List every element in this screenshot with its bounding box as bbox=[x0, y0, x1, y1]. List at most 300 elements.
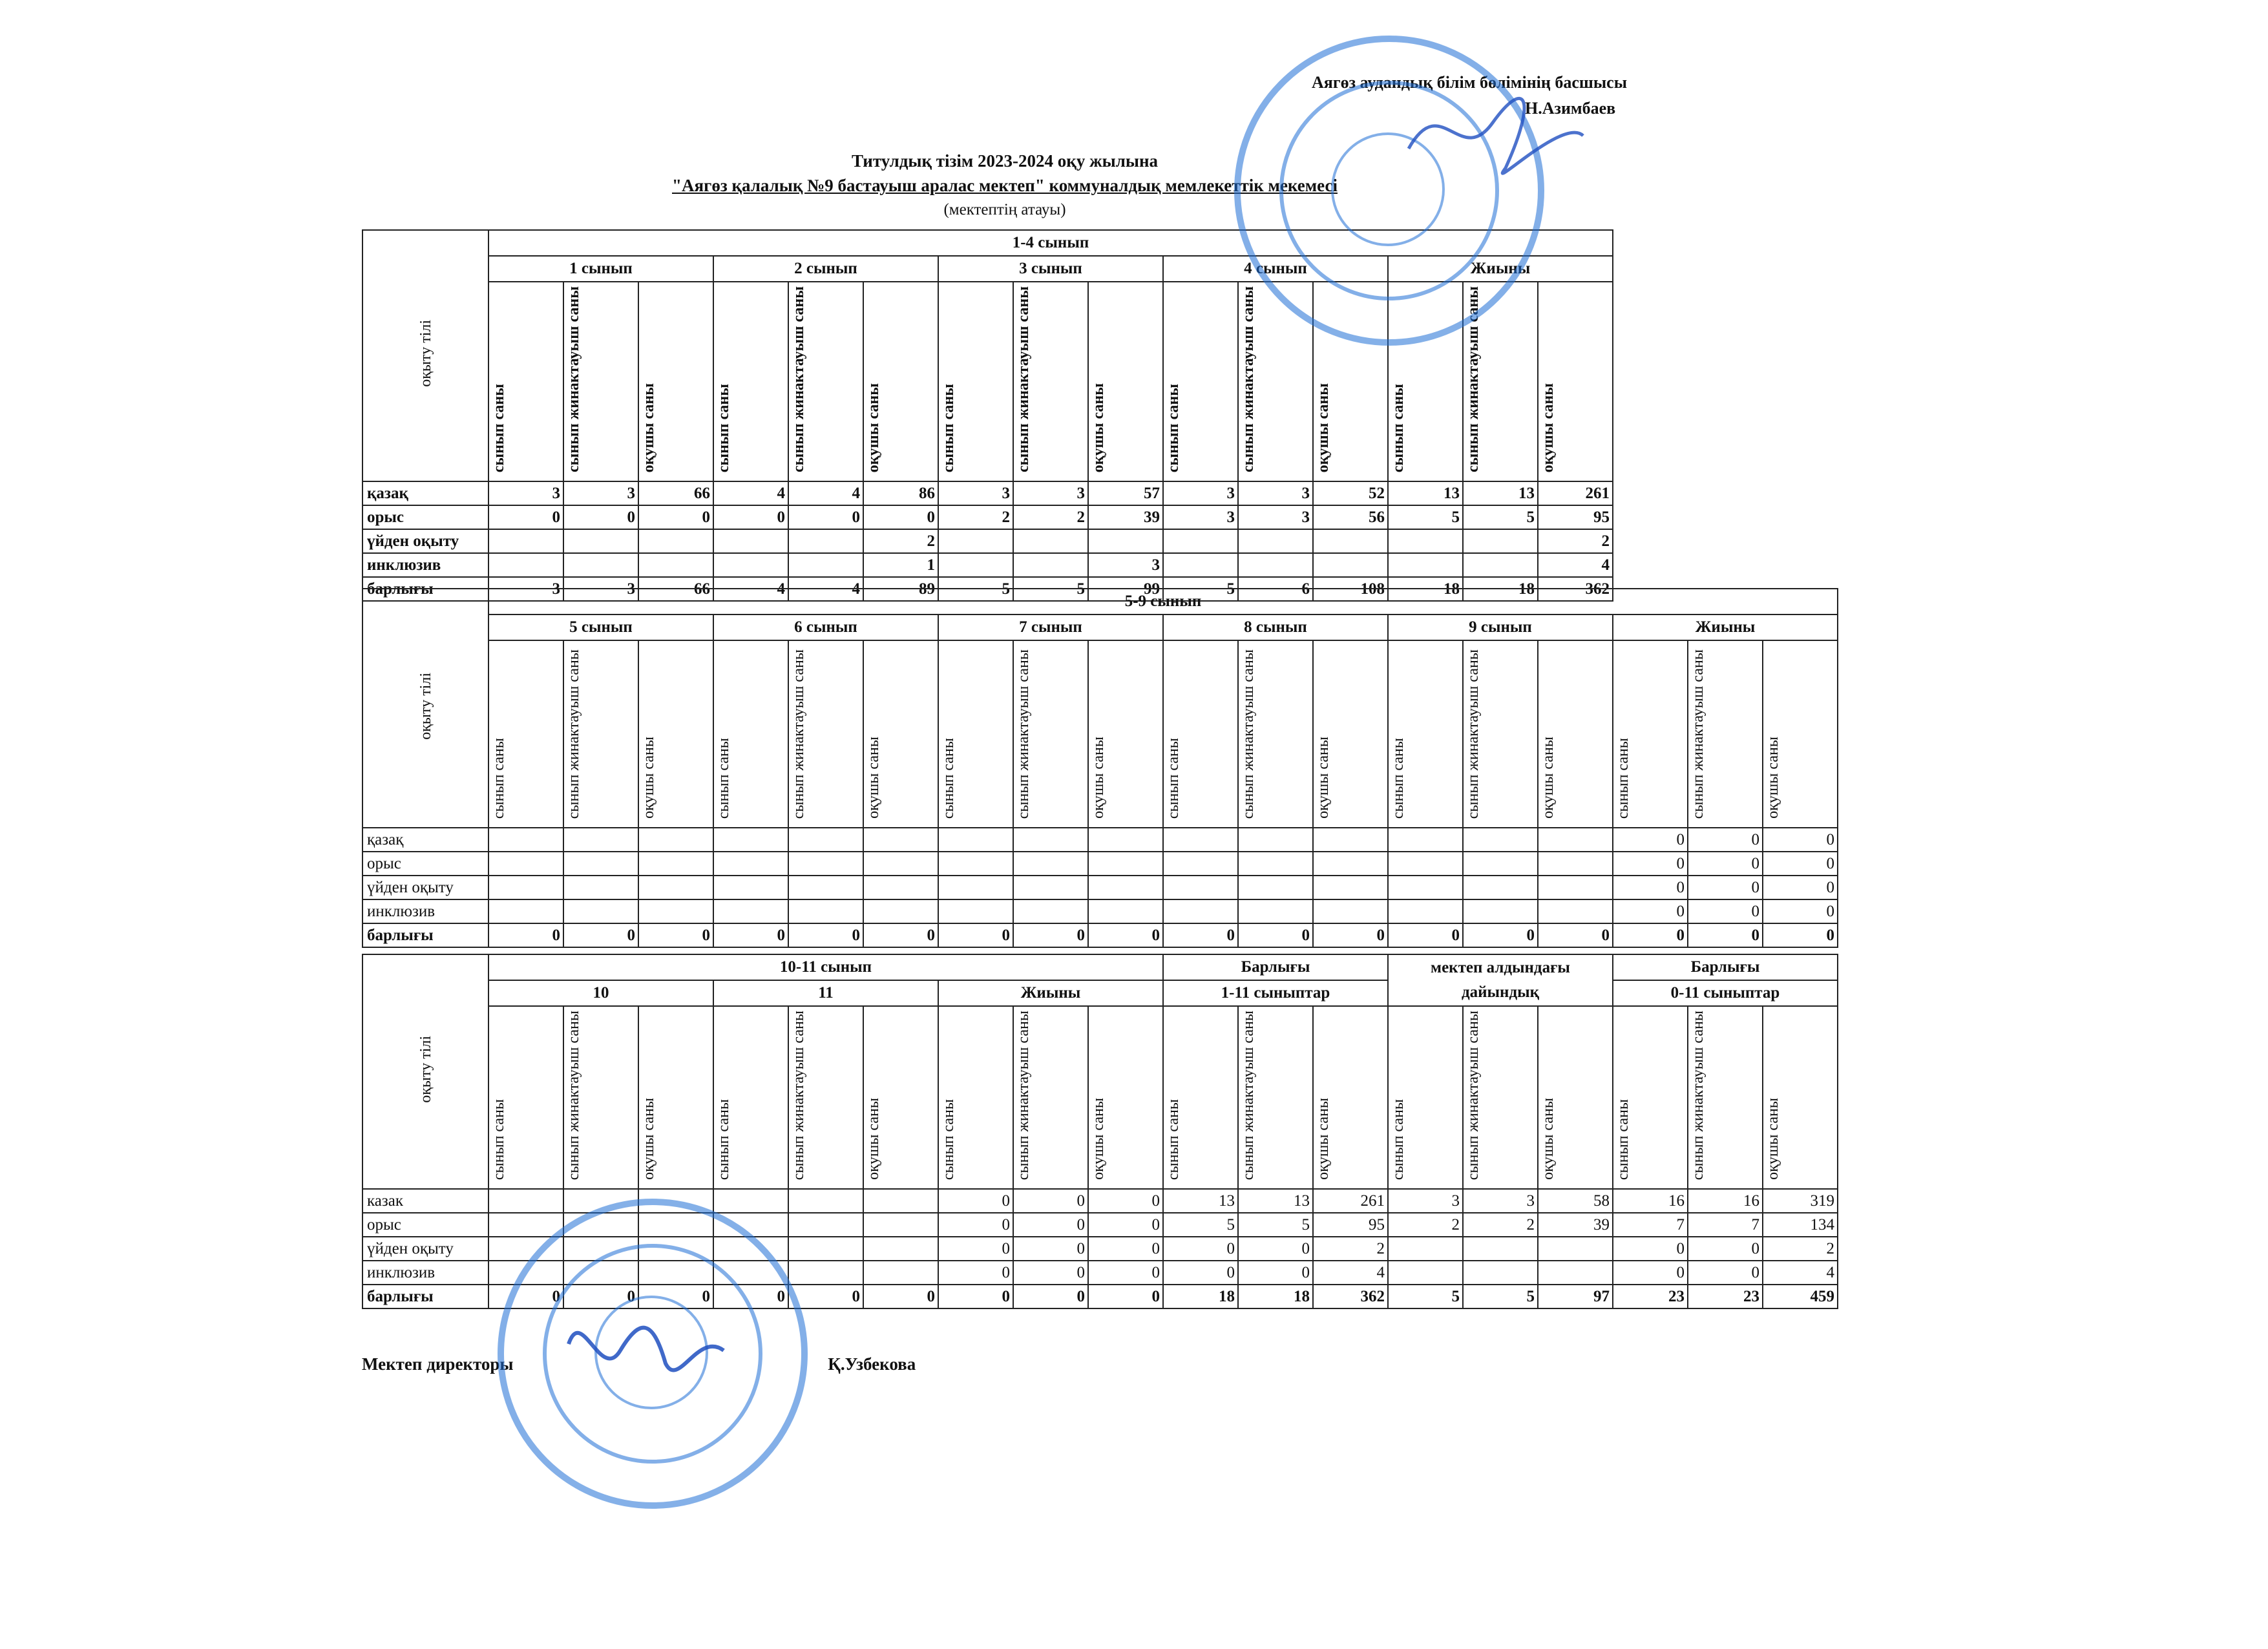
col-header-students: оқушы саны bbox=[638, 640, 713, 828]
table-cell bbox=[1163, 852, 1238, 876]
table-cell bbox=[1013, 529, 1088, 553]
table-cell: 319 bbox=[1763, 1189, 1838, 1213]
table-cell bbox=[1388, 876, 1463, 899]
table-cell: 0 bbox=[1763, 899, 1838, 923]
table-row bbox=[362, 876, 1838, 899]
table-cell: 0 bbox=[938, 1213, 1013, 1237]
col-header-classes: сынып саны bbox=[1388, 282, 1463, 481]
table-cell: 5 bbox=[1388, 1285, 1463, 1308]
column-headers bbox=[362, 1006, 1838, 1189]
row-label: орыс bbox=[362, 505, 488, 529]
table-cell: 3 bbox=[563, 481, 638, 505]
table-cell: 16 bbox=[1613, 1189, 1688, 1213]
table-cell bbox=[1238, 828, 1313, 852]
table-cell: 0 bbox=[1763, 923, 1838, 947]
school-seal-stamp bbox=[498, 1199, 808, 1509]
table-cell bbox=[713, 852, 788, 876]
table-cell bbox=[938, 553, 1013, 577]
col-header-students: оқушы саны bbox=[1313, 282, 1388, 481]
table-cell bbox=[638, 529, 713, 553]
table-cell bbox=[1013, 852, 1088, 876]
col-header-students: оқушы саны bbox=[1538, 282, 1613, 481]
col-header-classes: сынып саны bbox=[488, 640, 563, 828]
table-cell: 108 bbox=[1313, 577, 1388, 601]
table-cell: 362 bbox=[1538, 577, 1613, 601]
subgroup-header: 6 сынып bbox=[713, 614, 938, 640]
table-cell: 0 bbox=[1613, 1261, 1688, 1285]
table-cell bbox=[863, 1261, 938, 1285]
table-cell bbox=[788, 1189, 863, 1213]
table-cell bbox=[863, 876, 938, 899]
table-row bbox=[362, 852, 1838, 876]
table-cell bbox=[1088, 876, 1163, 899]
table-cell bbox=[1088, 899, 1163, 923]
table-cell: 0 bbox=[1013, 1237, 1088, 1261]
table-cell bbox=[1313, 899, 1388, 923]
table-cell: 0 bbox=[1163, 1261, 1238, 1285]
table-cell: 7 bbox=[1613, 1213, 1688, 1237]
table-cell bbox=[488, 899, 563, 923]
table-cell: 3 bbox=[1238, 505, 1313, 529]
approval-line2: Н.Азимбаев bbox=[1525, 99, 1616, 118]
table-cell bbox=[788, 828, 863, 852]
table-cell: 0 bbox=[863, 505, 938, 529]
table-cell: 2 bbox=[1763, 1237, 1838, 1261]
table-cell: 18 bbox=[1238, 1285, 1313, 1308]
table-cell: 0 bbox=[1613, 923, 1688, 947]
table-cell bbox=[1388, 828, 1463, 852]
table-cell: 18 bbox=[1163, 1285, 1238, 1308]
subgroup-header: Жиыны bbox=[938, 980, 1163, 1006]
table-row bbox=[362, 1189, 1838, 1213]
col-header-sets: сынып жинактауыш саны bbox=[563, 640, 638, 828]
table-cell: 3 bbox=[1238, 481, 1313, 505]
table-cell bbox=[1538, 876, 1613, 899]
table-cell: 0 bbox=[1613, 828, 1688, 852]
table-cell bbox=[1463, 553, 1538, 577]
col-header-students: оқушы саны bbox=[1763, 1006, 1838, 1189]
col-header-classes: сынып саны bbox=[713, 282, 788, 481]
table-cell bbox=[788, 529, 863, 553]
subgroup-header: 1 сынып bbox=[488, 256, 713, 282]
table-cell: 459 bbox=[1763, 1285, 1838, 1308]
document-title: Титулдық тізім 2023-2024 оқу жылына bbox=[851, 151, 1159, 171]
table-cell: 0 bbox=[1088, 1213, 1163, 1237]
table-cell bbox=[488, 828, 563, 852]
table-cell: 3 bbox=[488, 481, 563, 505]
col-header-classes: сынып саны bbox=[1163, 282, 1238, 481]
table-cell: 0 bbox=[863, 1285, 938, 1308]
table-cell: 0 bbox=[488, 923, 563, 947]
table-cell bbox=[1463, 852, 1538, 876]
school-caption: (мектептің атауы) bbox=[943, 201, 1066, 218]
table-cell: 97 bbox=[1538, 1285, 1613, 1308]
table-cell: 4 bbox=[713, 577, 788, 601]
table-cell: 0 bbox=[1013, 923, 1088, 947]
subgroup-header: Жиыны bbox=[1613, 614, 1838, 640]
row-label: үйден оқыту bbox=[362, 529, 488, 553]
group-header: 1-4 сынып bbox=[488, 230, 1613, 256]
table-cell: 2 bbox=[1463, 1213, 1538, 1237]
table-cell: 0 bbox=[1013, 1213, 1088, 1237]
table-cell: 0 bbox=[1088, 1237, 1163, 1261]
table-cell bbox=[1463, 1261, 1538, 1285]
table-cell: 0 bbox=[1163, 923, 1238, 947]
table-cell bbox=[1388, 852, 1463, 876]
col-header-classes: сынып саны bbox=[488, 282, 563, 481]
table-cell: 13 bbox=[1163, 1189, 1238, 1213]
col-header-students: оқушы саны bbox=[1313, 1006, 1388, 1189]
table-cell: 86 bbox=[863, 481, 938, 505]
table-cell bbox=[563, 852, 638, 876]
table-cell: 0 bbox=[563, 923, 638, 947]
subgroup-header: 3 сынып bbox=[938, 256, 1163, 282]
table-cell bbox=[1238, 876, 1313, 899]
row-label: инклюзив bbox=[362, 899, 488, 923]
table-row bbox=[362, 899, 1838, 923]
col-header-classes: сынып саны bbox=[1163, 640, 1238, 828]
subgroup-header: 5 сынып bbox=[488, 614, 713, 640]
col-header-sets: сынып жинактауыш саны bbox=[1238, 1006, 1313, 1189]
table-cell: 2 bbox=[863, 529, 938, 553]
table-cell: 0 bbox=[1613, 899, 1688, 923]
table-cell bbox=[1463, 899, 1538, 923]
table-row bbox=[362, 505, 1613, 529]
table-cell: 0 bbox=[1088, 1261, 1163, 1285]
table-cell bbox=[1013, 828, 1088, 852]
table-cell: 0 bbox=[713, 1285, 788, 1308]
table-cell: 23 bbox=[1613, 1285, 1688, 1308]
table-cell: 5 bbox=[1463, 505, 1538, 529]
row-label: инклюзив bbox=[362, 1261, 488, 1285]
table-cell: 66 bbox=[638, 577, 713, 601]
table-cell: 0 bbox=[1613, 1237, 1688, 1261]
table-cell bbox=[863, 1213, 938, 1237]
col-header-sets: сынып жинактауыш саны bbox=[1463, 1006, 1538, 1189]
table-cell: 5 bbox=[938, 577, 1013, 601]
table-cell: 0 bbox=[1088, 923, 1163, 947]
table-cell bbox=[1088, 529, 1163, 553]
col-header-sets: сынып жинактауыш саны bbox=[1688, 1006, 1763, 1189]
col-header-sets: сынып жинактауыш саны bbox=[563, 1006, 638, 1189]
table-cell: 0 bbox=[1763, 852, 1838, 876]
subgroup-header: Жиыны bbox=[1388, 256, 1613, 282]
table-cell bbox=[788, 1261, 863, 1285]
table-cell bbox=[1163, 553, 1238, 577]
table-cell bbox=[788, 1237, 863, 1261]
table-cell bbox=[938, 876, 1013, 899]
table-cell bbox=[1463, 828, 1538, 852]
table-cell: 0 bbox=[1688, 923, 1763, 947]
table-cell: 0 bbox=[788, 923, 863, 947]
row-label: орыс bbox=[362, 852, 488, 876]
col-header-sets: сынып жинактауыш саны bbox=[1238, 640, 1313, 828]
table-cell bbox=[863, 899, 938, 923]
table-cell bbox=[563, 876, 638, 899]
col-header-sets: сынып жинактауыш саны bbox=[1013, 640, 1088, 828]
table-cell: 0 bbox=[1238, 1237, 1313, 1261]
subgroup-header: 2 сынып bbox=[713, 256, 938, 282]
table-cell: 2 bbox=[1388, 1213, 1463, 1237]
table-cell: 2 bbox=[938, 505, 1013, 529]
table-cell: 95 bbox=[1313, 1213, 1388, 1237]
director-label: Мектеп директоры bbox=[362, 1354, 514, 1374]
table-cell: 5 bbox=[1238, 1213, 1313, 1237]
table-cell bbox=[488, 553, 563, 577]
table-cell: 0 bbox=[1688, 1237, 1763, 1261]
table-cell: 0 bbox=[1463, 923, 1538, 947]
table-cell: 0 bbox=[1613, 852, 1688, 876]
subgroup-header: 9 сынып bbox=[1388, 614, 1613, 640]
lang-header-cell: оқыту тілі bbox=[362, 230, 488, 481]
table-cell: 4 bbox=[788, 577, 863, 601]
table-cell: 52 bbox=[1313, 481, 1388, 505]
table-cell: 0 bbox=[863, 923, 938, 947]
table-cell: 0 bbox=[1013, 1261, 1088, 1285]
table-cell: 0 bbox=[938, 1285, 1013, 1308]
table-cell bbox=[488, 1213, 563, 1237]
table-cell bbox=[1538, 1237, 1613, 1261]
table-cell: 0 bbox=[1313, 923, 1388, 947]
table-row bbox=[362, 923, 1838, 947]
table-cell bbox=[1538, 1261, 1613, 1285]
table-cell: 4 bbox=[1763, 1261, 1838, 1285]
table-cell: 58 bbox=[1538, 1189, 1613, 1213]
table-cell: 3 bbox=[938, 481, 1013, 505]
table-cell bbox=[1238, 553, 1313, 577]
col-header-sets: сынып жинактауыш саны bbox=[788, 282, 863, 481]
table-cell: 0 bbox=[1013, 1189, 1088, 1213]
table-cell bbox=[1313, 553, 1388, 577]
table-cell: 0 bbox=[563, 505, 638, 529]
col-header-students: оқушы саны bbox=[1538, 640, 1613, 828]
subgroup-header: 0-11 сыныптар bbox=[1613, 980, 1838, 1006]
col-header-classes: сынып саны bbox=[938, 640, 1013, 828]
col-header-sets: сынып жинактауыш саны bbox=[1463, 640, 1538, 828]
table-cell bbox=[788, 852, 863, 876]
lang-header-cell: оқыту тілі bbox=[362, 954, 488, 1189]
table-cell bbox=[713, 899, 788, 923]
table-cell: 0 bbox=[563, 1285, 638, 1308]
group-header: 5-9 сынып bbox=[488, 589, 1838, 614]
table-cell: 0 bbox=[1163, 1237, 1238, 1261]
table-cell: 0 bbox=[1238, 1261, 1313, 1285]
table-cell: 23 bbox=[1688, 1285, 1763, 1308]
table-cell: 66 bbox=[638, 481, 713, 505]
col-header-sets: сынып жинактауыш саны bbox=[1688, 640, 1763, 828]
table-cell bbox=[788, 553, 863, 577]
table-cell bbox=[488, 529, 563, 553]
table-cell: 5 bbox=[1388, 505, 1463, 529]
table-cell bbox=[788, 899, 863, 923]
table-cell: 2 bbox=[1013, 505, 1088, 529]
col-header-classes: сынып саны bbox=[713, 640, 788, 828]
table-cell bbox=[1463, 876, 1538, 899]
table-cell: 7 bbox=[1688, 1213, 1763, 1237]
row-label: барлығы bbox=[362, 577, 488, 601]
row-label: орыс bbox=[362, 1213, 488, 1237]
table-cell: 0 bbox=[713, 505, 788, 529]
col-header-students: оқушы саны bbox=[1763, 640, 1838, 828]
table-cell: 3 bbox=[1088, 553, 1163, 577]
table-cell: 4 bbox=[1313, 1261, 1388, 1285]
table-cell bbox=[1388, 553, 1463, 577]
lang-header-cell: оқыту тілі bbox=[362, 589, 488, 828]
col-header-classes: сынып саны bbox=[1388, 640, 1463, 828]
subgroup-header: 11 bbox=[713, 980, 938, 1006]
table-cell: 261 bbox=[1313, 1189, 1388, 1213]
table-cell bbox=[1238, 899, 1313, 923]
table-cell bbox=[563, 899, 638, 923]
table-cell: 3 bbox=[1163, 505, 1238, 529]
table-cell: 39 bbox=[1538, 1213, 1613, 1237]
table-cell: 95 bbox=[1538, 505, 1613, 529]
col-header-classes: сынып саны bbox=[713, 1006, 788, 1189]
table-row bbox=[362, 828, 1838, 852]
table-row bbox=[362, 553, 1613, 577]
table-cell bbox=[1388, 529, 1463, 553]
table-cell bbox=[1238, 529, 1313, 553]
table-row bbox=[362, 481, 1613, 505]
col-header-classes: сынып саны bbox=[1388, 1006, 1463, 1189]
table-cell bbox=[938, 529, 1013, 553]
table-cell: 0 bbox=[1013, 1285, 1088, 1308]
table-cell: 0 bbox=[1688, 876, 1763, 899]
col-header-classes: сынып саны bbox=[1613, 1006, 1688, 1189]
table-cell bbox=[713, 876, 788, 899]
col-header-students: оқушы саны bbox=[863, 282, 938, 481]
col-header-students: оқушы саны bbox=[638, 282, 713, 481]
col-header-students: оқушы саны bbox=[1313, 640, 1388, 828]
table-cell bbox=[1538, 899, 1613, 923]
table-cell: 13 bbox=[1388, 481, 1463, 505]
table-cell bbox=[1238, 852, 1313, 876]
col-header-sets: сынып жинактауыш саны bbox=[1013, 282, 1088, 481]
table-cell bbox=[638, 899, 713, 923]
table-cell bbox=[1013, 899, 1088, 923]
table-cell: 18 bbox=[1388, 577, 1463, 601]
table-cell bbox=[1013, 876, 1088, 899]
table-cell bbox=[638, 553, 713, 577]
table-cell: 3 bbox=[1388, 1189, 1463, 1213]
row-label: барлығы bbox=[362, 1285, 488, 1308]
table-cell: 0 bbox=[488, 1285, 563, 1308]
subgroup-header: 8 сынып bbox=[1163, 614, 1388, 640]
table-cell bbox=[1388, 1237, 1463, 1261]
table-cell: 3 bbox=[1463, 1189, 1538, 1213]
table-cell bbox=[863, 1189, 938, 1213]
table-cell: 89 bbox=[863, 577, 938, 601]
table-cell: 0 bbox=[1388, 923, 1463, 947]
subgroup-header: 1-11 сыныптар bbox=[1163, 980, 1388, 1006]
table-cell bbox=[1088, 828, 1163, 852]
table-cell bbox=[638, 876, 713, 899]
table-cell bbox=[638, 852, 713, 876]
col-header-sets: сынып жинактауыш саны bbox=[1463, 282, 1538, 481]
table-cell: 0 bbox=[938, 1237, 1013, 1261]
table-cell: 4 bbox=[1538, 553, 1613, 577]
table-cell: 0 bbox=[1238, 923, 1313, 947]
table-cell: 3 bbox=[1163, 481, 1238, 505]
table-cell: 0 bbox=[638, 923, 713, 947]
table-cell bbox=[713, 553, 788, 577]
table-cell: 16 bbox=[1688, 1189, 1763, 1213]
table-cell: 0 bbox=[938, 1189, 1013, 1213]
table-cell bbox=[788, 1213, 863, 1237]
table-cell: 0 bbox=[488, 505, 563, 529]
table-cell bbox=[713, 828, 788, 852]
table-cell bbox=[863, 1237, 938, 1261]
table-cell bbox=[563, 828, 638, 852]
table-cell: 0 bbox=[1763, 876, 1838, 899]
table-cell bbox=[1163, 828, 1238, 852]
col-header-classes: сынып саны bbox=[1163, 1006, 1238, 1189]
table-cell: 99 bbox=[1088, 577, 1163, 601]
table-cell: 0 bbox=[638, 505, 713, 529]
subgroup-header: 4 сынып bbox=[1163, 256, 1388, 282]
table-cell bbox=[563, 529, 638, 553]
col-header-students: оқушы саны bbox=[1088, 282, 1163, 481]
table-cell bbox=[1463, 1237, 1538, 1261]
group-header-total: Барлығы bbox=[1163, 954, 1388, 980]
table-cell: 5 bbox=[1463, 1285, 1538, 1308]
table-cell bbox=[488, 876, 563, 899]
table-cell bbox=[488, 852, 563, 876]
col-header-classes: сынып саны bbox=[1613, 640, 1688, 828]
table-cell: 13 bbox=[1463, 481, 1538, 505]
table-cell bbox=[1538, 828, 1613, 852]
table-cell: 0 bbox=[1613, 876, 1688, 899]
col-header-students: оқушы саны bbox=[863, 1006, 938, 1189]
official-seal-stamp bbox=[1234, 36, 1544, 346]
col-header-students: оқушы саны bbox=[1088, 1006, 1163, 1189]
subgroup-header: 10 bbox=[488, 980, 713, 1006]
table-cell bbox=[713, 529, 788, 553]
col-header-sets: сынып жинактауыш саны bbox=[788, 1006, 863, 1189]
col-header-classes: сынып саны bbox=[938, 1006, 1013, 1189]
table-cell bbox=[938, 852, 1013, 876]
table-cell: 0 bbox=[638, 1285, 713, 1308]
table-grades-5-9 bbox=[362, 588, 1838, 948]
table-cell bbox=[1163, 876, 1238, 899]
table-cell: 4 bbox=[788, 481, 863, 505]
table-cell bbox=[938, 828, 1013, 852]
table-cell: 362 bbox=[1313, 1285, 1388, 1308]
col-header-sets: сынып жинактауыш саны bbox=[563, 282, 638, 481]
table-cell: 0 bbox=[788, 1285, 863, 1308]
table-cell bbox=[1463, 529, 1538, 553]
table-cell bbox=[638, 828, 713, 852]
table-cell: 0 bbox=[1088, 1189, 1163, 1213]
col-header-students: оқушы саны bbox=[863, 640, 938, 828]
group-header-total-0-11: Барлығы bbox=[1613, 954, 1838, 980]
table-cell: 4 bbox=[713, 481, 788, 505]
table-cell: 0 bbox=[1688, 1261, 1763, 1285]
table-cell bbox=[1538, 852, 1613, 876]
table-cell bbox=[863, 852, 938, 876]
table-cell: 0 bbox=[1688, 852, 1763, 876]
col-header-students: оқушы саны bbox=[1538, 1006, 1613, 1189]
table-cell: 2 bbox=[1313, 1237, 1388, 1261]
table-cell bbox=[1163, 899, 1238, 923]
table-cell: 5 bbox=[1163, 1213, 1238, 1237]
table-cell bbox=[863, 828, 938, 852]
director-name: Қ.Узбекова bbox=[828, 1354, 916, 1374]
table-cell bbox=[1313, 828, 1388, 852]
table-cell: 56 bbox=[1313, 505, 1388, 529]
table-cell bbox=[1313, 852, 1388, 876]
table-cell: 0 bbox=[1763, 828, 1838, 852]
